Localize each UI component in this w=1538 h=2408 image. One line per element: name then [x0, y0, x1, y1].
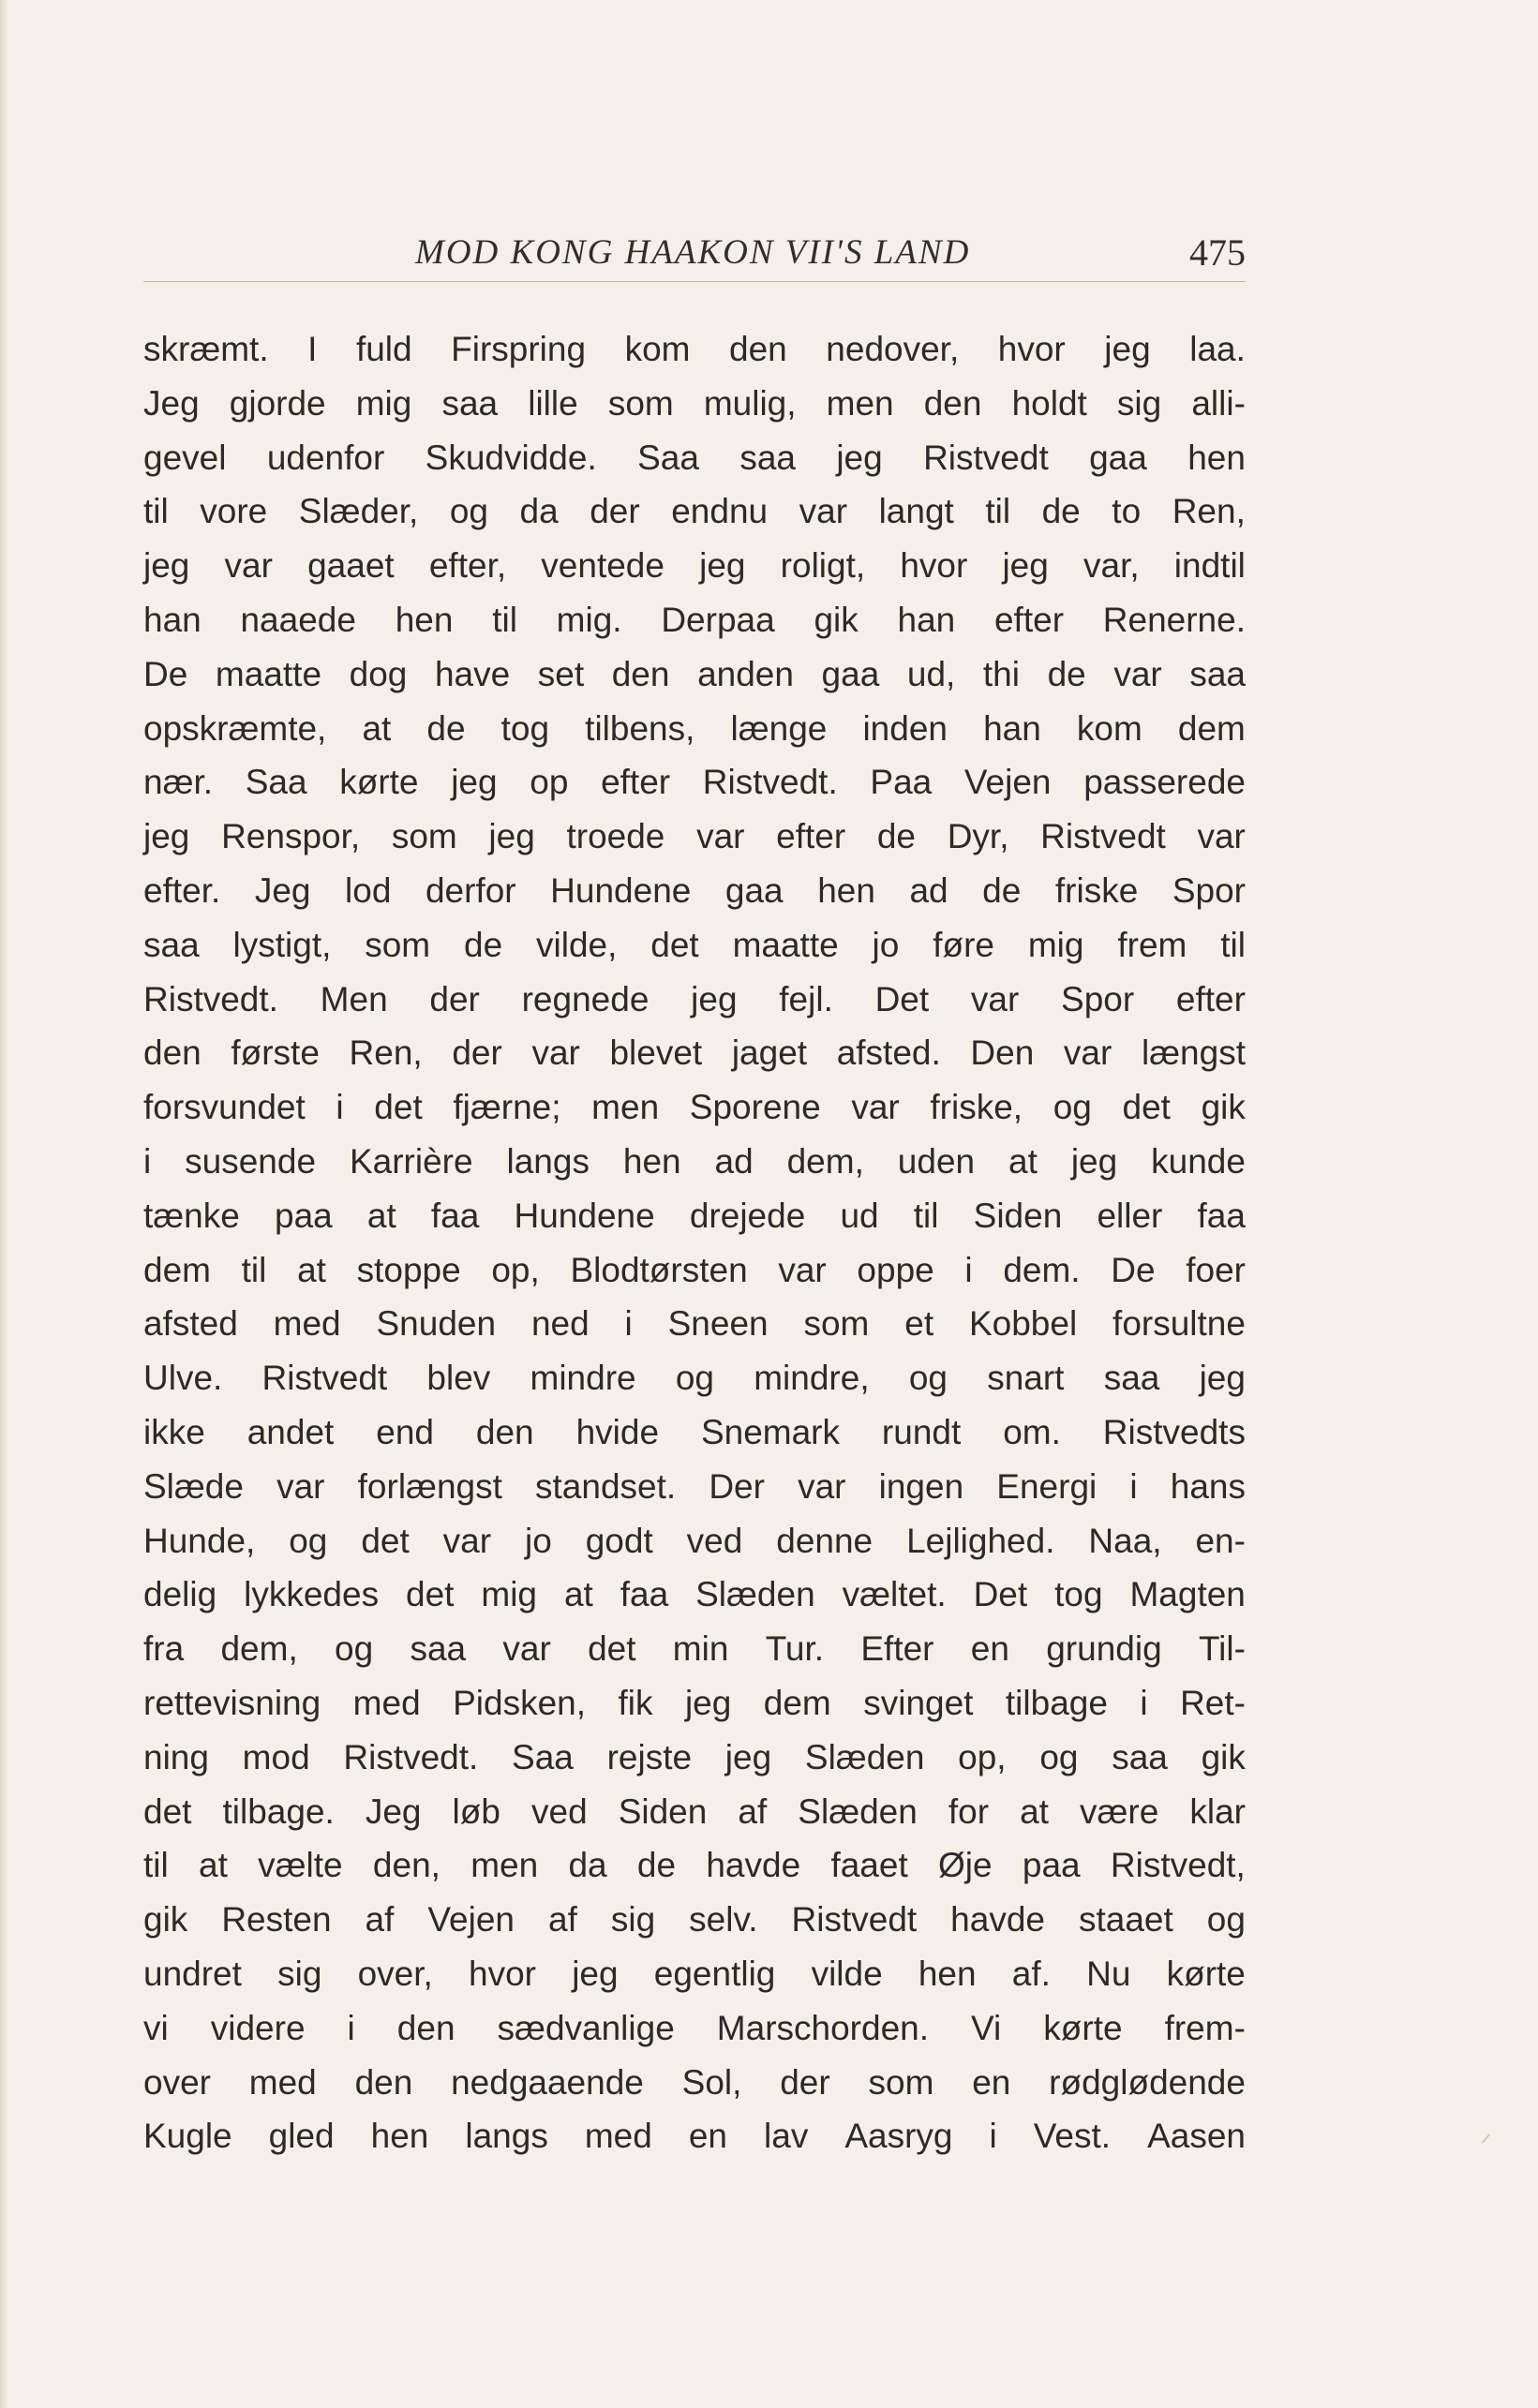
text-line: Slæde var forlængst standset. Der var ingen Energi i hans: [143, 1466, 1246, 1506]
text-line: han naaede hen til mig. Derpaa gik han efter Renerne.: [143, 600, 1246, 639]
text-line: saa lystigt, som de vilde, det maatte jo føre mig frem til: [143, 925, 1246, 964]
margin-mark: [1471, 2125, 1490, 2143]
text-line: efter. Jeg lod derfor Hundene gaa hen ad de friske Spor: [143, 870, 1246, 910]
text-line: jeg Renspor, som jeg troede var efter de Dyr, Ristvedt var: [143, 817, 1246, 856]
text-line: opskræmte, at de tog tilbens, længe inden han kom dem: [143, 708, 1246, 748]
text-line: det tilbage. Jeg løb ved Siden af Slæden for at være klar: [143, 1791, 1246, 1831]
text-line: ning mod Ristvedt. Saa rejste jeg Slæden op, og saa gik: [143, 1737, 1246, 1776]
text-line: Ulve. Ristvedt blev mindre og mindre, og snart saa jeg: [143, 1359, 1246, 1398]
text-line: vi videre i den sædvanlige Marschorden. Vi kørte frem-: [143, 2008, 1246, 2047]
text-line: gevel udenfor Skudvidde. Saa saa jeg Ristvedt gaa hen: [143, 438, 1246, 477]
text-line: fra dem, og saa var det min Tur. Efter en grundig Til-: [143, 1629, 1246, 1669]
page-edge-shadow: [0, 0, 7, 2408]
text-line: rettevisning med Pidsken, fik jeg dem svinget tilbage i Ret-: [143, 1683, 1246, 1722]
text-line: forsvundet i det fjærne; men Sporene var friske, og det gik: [143, 1088, 1246, 1127]
text-line: Jeg gjorde mig saa lille som mulig, men den holdt sig alli-: [143, 383, 1246, 423]
text-line: ikke andet end den hvide Snemark rundt om. Ristvedts: [143, 1412, 1246, 1451]
text-line: afsted med Snuden ned i Sneen som et Kobbel forsultne: [143, 1304, 1246, 1344]
text-line: dem til at stoppe op, Blodtørsten var oppe i dem. De foer: [143, 1250, 1246, 1289]
text-line: nær. Saa kørte jeg op efter Ristvedt. Paa Vejen passerede: [143, 763, 1246, 802]
header-rule: [143, 281, 1246, 282]
text-line: gik Resten af Vejen af sig selv. Ristvedt havde staaet og: [143, 1900, 1246, 1940]
text-line: den første Ren, der var blevet jaget afsted. Den var længst: [143, 1033, 1246, 1073]
page-header: [143, 223, 1246, 281]
text-line: i susende Karrière langs hen ad dem, uden at jeg kunde: [143, 1141, 1246, 1181]
text-line: Hunde, og det var jo godt ved denne Lejlighed. Naa, en-: [143, 1521, 1246, 1560]
text-line: over med den nedgaaende Sol, der som en rødglødende: [143, 2062, 1246, 2102]
running-title: MOD KONG HAAKON VII'S LAND: [415, 233, 971, 272]
text-line: til vore Slæder, og da der endnu var langt til de to Ren,: [143, 492, 1246, 531]
body-text: [143, 322, 1246, 2163]
text-line: delig lykkedes det mig at faa Slæden væltet. Det tog Magten: [143, 1575, 1246, 1614]
text-line: skræmt. I fuld Firspring kom den nedover, hvor jeg laa.: [143, 330, 1246, 368]
text-line: tænke paa at faa Hundene drejede ud til Siden eller faa: [143, 1196, 1246, 1235]
text-line: Ristvedt. Men der regnede jeg fejl. Det var Spor efter: [143, 979, 1246, 1018]
text-line: til at vælte den, men da de havde faaet Øje paa Ristvedt,: [143, 1846, 1246, 1885]
text-line: Kugle gled hen langs med en lav Aasryg i Vest. Aasen: [143, 2117, 1246, 2156]
page-number: 475: [1189, 231, 1246, 274]
text-line: De maatte dog have set den anden gaa ud, thi de var saa: [143, 654, 1246, 693]
text-line: jeg var gaaet efter, ventede jeg roligt, hvor jeg var, indtil: [143, 546, 1246, 586]
text-line: undret sig over, hvor jeg egentlig vilde hen af. Nu kørte: [143, 1954, 1246, 1993]
